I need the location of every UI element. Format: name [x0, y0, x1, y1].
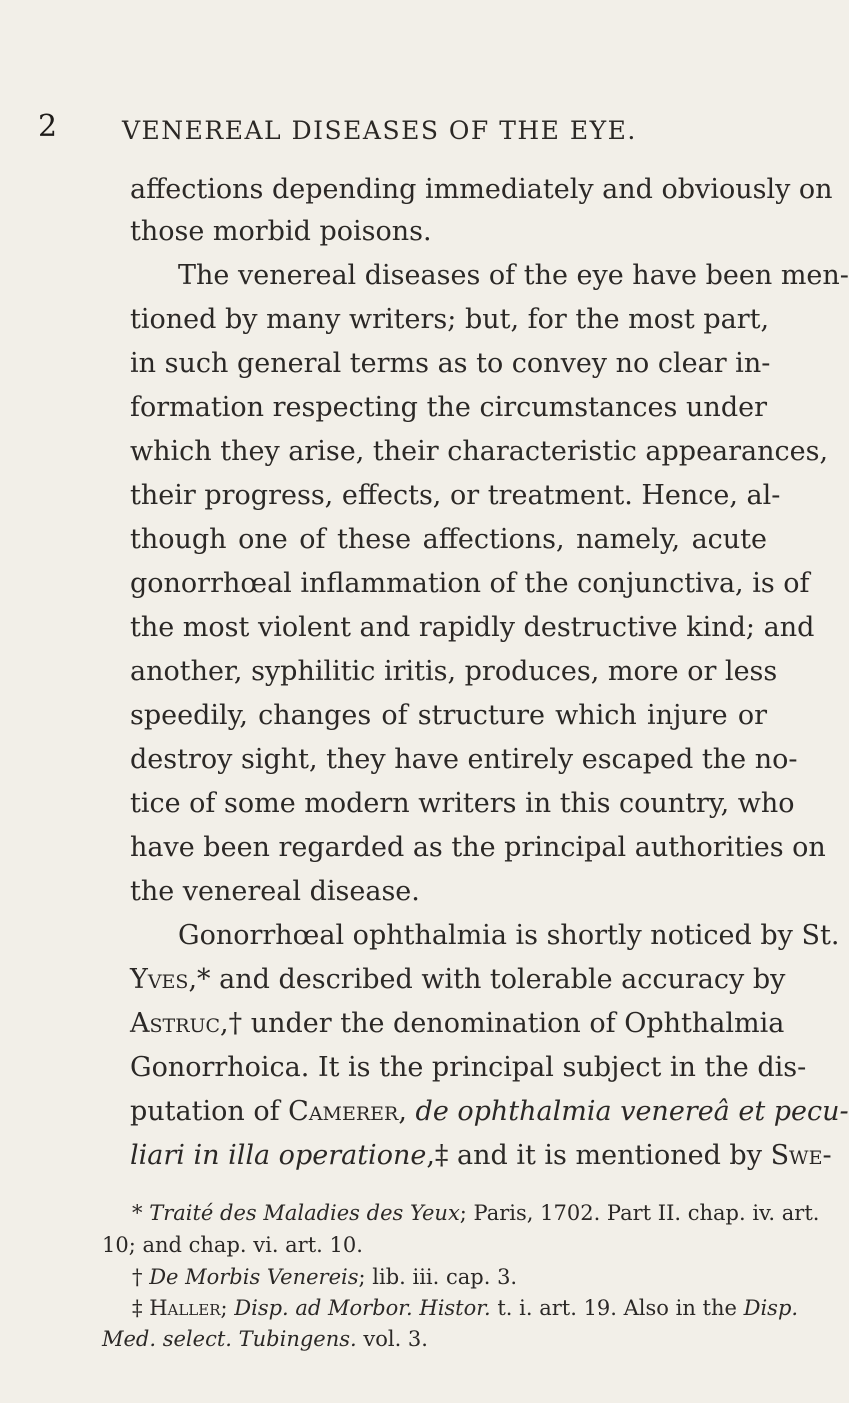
footnote-title: Disp. ad Morbor. Histor. — [234, 1296, 491, 1320]
page-header — [38, 109, 768, 152]
body-text: , — [398, 1096, 416, 1127]
footnote-text: 10; and chap. vi. art. 10. — [102, 1233, 363, 1257]
body-line: Gonorrhœal ophthalmia is shortly noticed by St. — [178, 920, 840, 951]
footnote-text: t. i. art. 19. Also in the — [490, 1296, 744, 1320]
footnote-text: vol. 3. — [356, 1327, 428, 1351]
body-line: their progress, effects, or treatment. Hence, al- — [130, 480, 781, 511]
body-line: the venereal disease. — [130, 876, 420, 907]
body-line: which they arise, their characteristic appearances, — [130, 436, 829, 467]
body-line: though one of these affections, namely, acute — [130, 524, 767, 555]
body-line: gonorrhœal inflammation of the conjunctiva, is of — [130, 568, 810, 599]
footnote-mark: * — [132, 1201, 150, 1225]
body-text: putation of — [130, 1096, 289, 1127]
footnote — [132, 1262, 517, 1292]
footnote-title: Traité des Maladies des Yeux — [149, 1201, 460, 1225]
author-name: Yves — [130, 964, 189, 995]
author-name: Camerer — [288, 1096, 399, 1127]
footnote-title: Disp. — [743, 1296, 799, 1320]
footnote-title: Med. select. Tubingens. — [102, 1327, 357, 1351]
footnote-text: ; — [220, 1296, 235, 1320]
latin-title: de ophthalmia venereâ et pecu- — [415, 1096, 849, 1127]
body-line: affections depending immediately and obviously on — [130, 174, 833, 205]
body-line: speedily, changes of structure which injure or — [130, 700, 767, 731]
body-line: destroy sight, they have entirely escaped the no- — [130, 744, 798, 775]
body-text: ,† under the denomination of Ophthalmia — [220, 1008, 785, 1039]
body-line: tioned by many writers; but, for the most part, — [130, 304, 770, 335]
body-line: have been regarded as the principal authorities on — [130, 832, 826, 863]
footnote — [102, 1324, 428, 1354]
body-line: formation respecting the circumstances under — [130, 392, 767, 423]
footnote — [102, 1230, 363, 1260]
body-line — [130, 960, 786, 1000]
footnote-mark: ‡ — [132, 1296, 150, 1320]
body-text: ,‡ and it is mentioned by — [426, 1140, 771, 1171]
body-line — [130, 1004, 785, 1044]
footnote-title: De Morbis Venereis — [149, 1265, 359, 1289]
author-name: Haller — [149, 1296, 221, 1320]
footnote — [132, 1198, 819, 1228]
footnote — [132, 1293, 798, 1323]
body-line: The venereal diseases of the eye have been men- — [178, 260, 849, 291]
page-number: 2 — [38, 109, 58, 144]
body-text: ,* and described with tolerable accuracy by — [188, 964, 786, 995]
footnote-text: ; Paris, 1702. Part II. chap. iv. art. — [459, 1201, 820, 1225]
body-line: Gonorrhoica. It is the principal subject in the dis- — [130, 1052, 807, 1083]
latin-title: liari in illa operatione — [130, 1140, 427, 1171]
author-name: Astruc — [130, 1008, 221, 1039]
body-line: tice of some modern writers in this country, who — [130, 788, 795, 819]
body-line: those morbid poisons. — [130, 216, 432, 247]
body-line: in such general terms as to convey no clear in- — [130, 348, 771, 379]
body-line: the most violent and rapidly destructive kind; and — [130, 612, 815, 643]
body-line: another, syphilitic iritis, produces, more or less — [130, 656, 778, 687]
footnote-text: ; lib. iii. cap. 3. — [358, 1265, 518, 1289]
footnote-mark: † — [132, 1265, 150, 1289]
author-name: Swe- — [770, 1140, 832, 1171]
body-line — [130, 1136, 832, 1176]
body-line — [130, 1092, 849, 1132]
running-head: VENEREAL DISEASES OF THE EYE. — [122, 116, 637, 145]
